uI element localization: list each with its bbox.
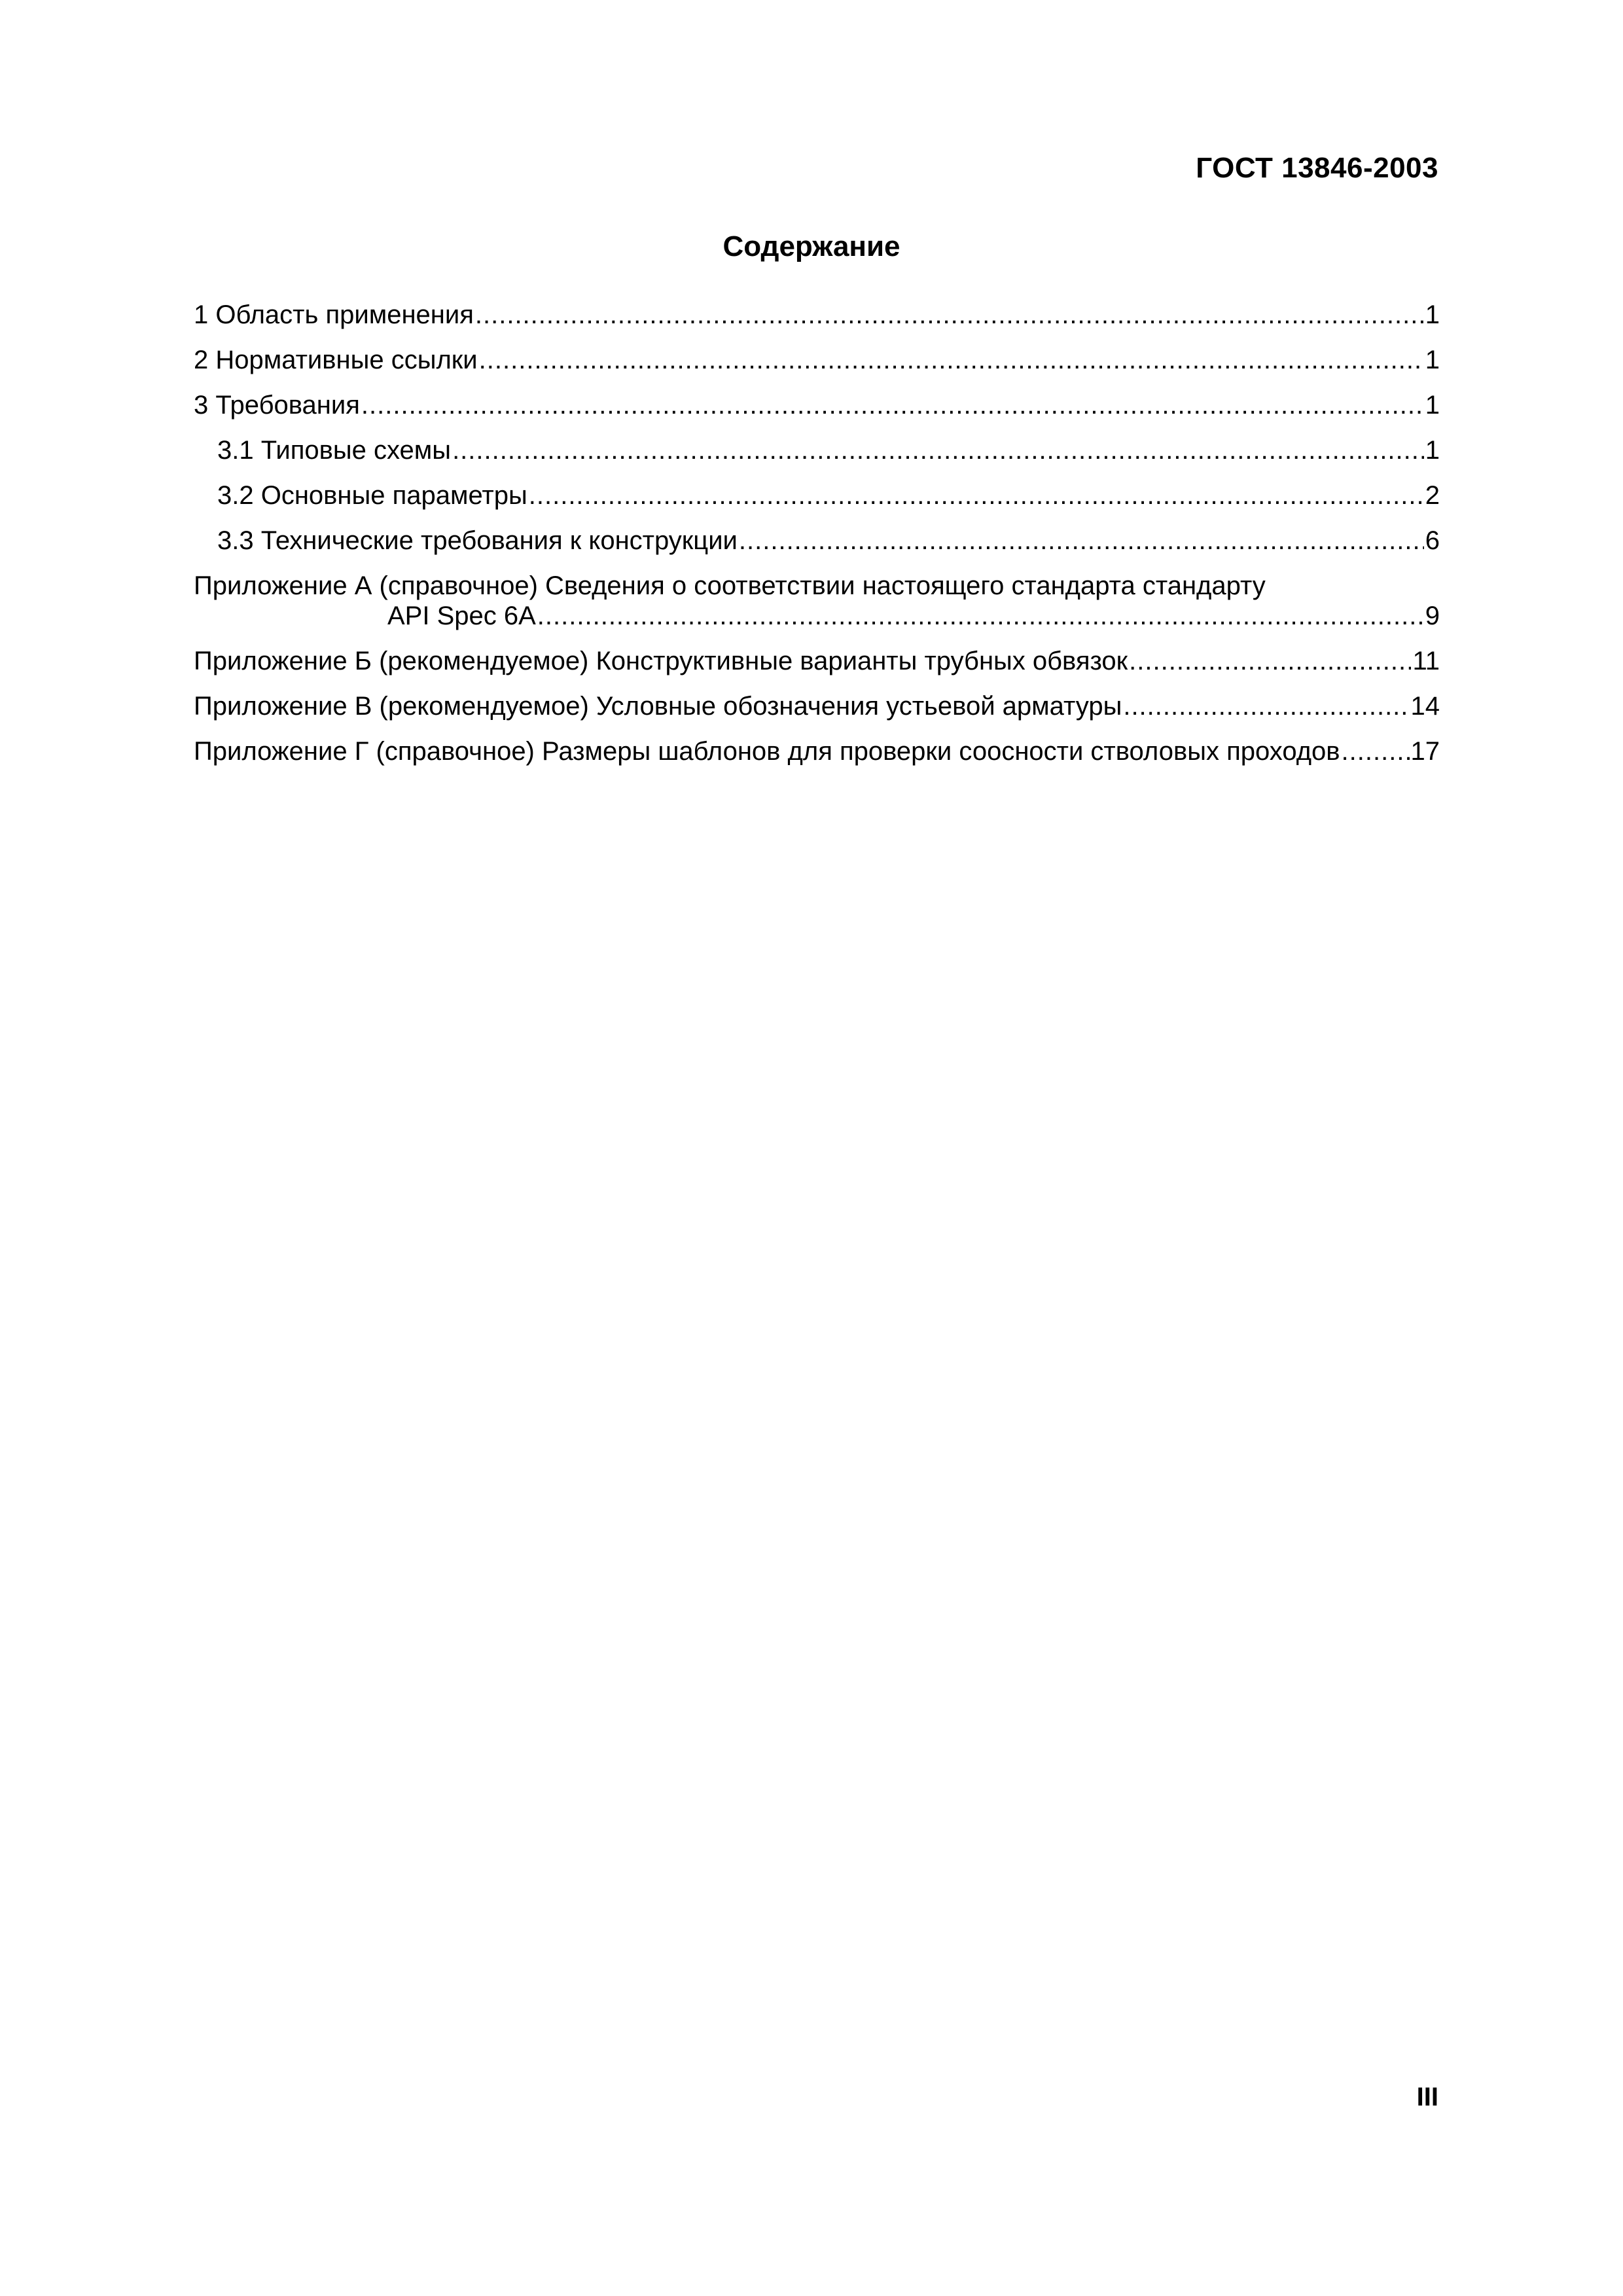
toc-entry-text: 3.3 Технические требования к конструкции xyxy=(217,526,738,555)
table-of-contents xyxy=(194,300,1440,781)
toc-page-number: 1 xyxy=(1425,346,1440,374)
toc-entry-3-2[interactable] xyxy=(194,480,1440,511)
toc-entry-text: Приложение Б (рекомендуемое) Конструктивные варианты трубных обвязок xyxy=(194,647,1128,675)
toc-page-number: 14 xyxy=(1410,692,1440,721)
toc-page-number: 1 xyxy=(1425,391,1440,420)
toc-page-number: 11 xyxy=(1412,647,1440,675)
dot-leader xyxy=(479,345,1424,375)
toc-entry-text: 1 Область применения xyxy=(194,300,474,329)
dot-leader xyxy=(361,390,1424,420)
toc-entry-appendix-v[interactable] xyxy=(194,691,1440,721)
toc-page-number: 1 xyxy=(1425,300,1440,329)
toc-page-number: 6 xyxy=(1425,526,1440,555)
dot-leader xyxy=(1129,646,1411,676)
toc-entry-2[interactable] xyxy=(194,345,1440,375)
toc-title: Содержание xyxy=(722,230,901,262)
dot-leader xyxy=(1123,691,1409,721)
toc-entry-appendix-g[interactable] xyxy=(194,736,1440,766)
toc-entry-appendix-b[interactable] xyxy=(194,646,1440,676)
toc-entry-3-3[interactable] xyxy=(194,526,1440,556)
toc-page-number: 17 xyxy=(1410,737,1440,766)
document-code: ГОСТ 13846-2003 xyxy=(1196,152,1438,184)
dot-leader xyxy=(739,526,1424,556)
toc-entry-text: Приложение А (справочное) Сведения о соответствии настоящего стандарта стандарту xyxy=(194,571,1266,600)
dot-leader xyxy=(529,480,1424,511)
toc-page-number: 9 xyxy=(1425,601,1440,630)
toc-entry-appendix-a[interactable] xyxy=(194,571,1440,631)
toc-entry-3[interactable] xyxy=(194,390,1440,420)
dot-leader xyxy=(452,435,1424,465)
toc-page-number: 1 xyxy=(1425,436,1440,465)
toc-entry-text: Приложение Г (справочное) Размеры шаблонов для проверки соосности стволовых проходов xyxy=(194,737,1340,766)
dot-leader xyxy=(475,300,1424,330)
toc-entry-text: 2 Нормативные ссылки xyxy=(194,346,478,374)
toc-page-number: 2 xyxy=(1425,481,1440,510)
toc-entry-text-continued: API Spec 6A xyxy=(387,601,536,630)
page-number: III xyxy=(1416,2083,1438,2111)
toc-entry-text: Приложение В (рекомендуемое) Условные обозначения устьевой арматуры xyxy=(194,692,1122,721)
toc-entry-3-1[interactable] xyxy=(194,435,1440,465)
toc-entry-text: 3.1 Типовые схемы xyxy=(217,436,452,465)
toc-entry-text: 3.2 Основные параметры xyxy=(217,481,527,510)
toc-entry-text: 3 Требования xyxy=(194,391,360,420)
dot-leader xyxy=(537,601,1424,631)
dot-leader xyxy=(1342,736,1410,766)
toc-entry-1[interactable] xyxy=(194,300,1440,330)
toc-entry-continuation xyxy=(194,601,1440,631)
